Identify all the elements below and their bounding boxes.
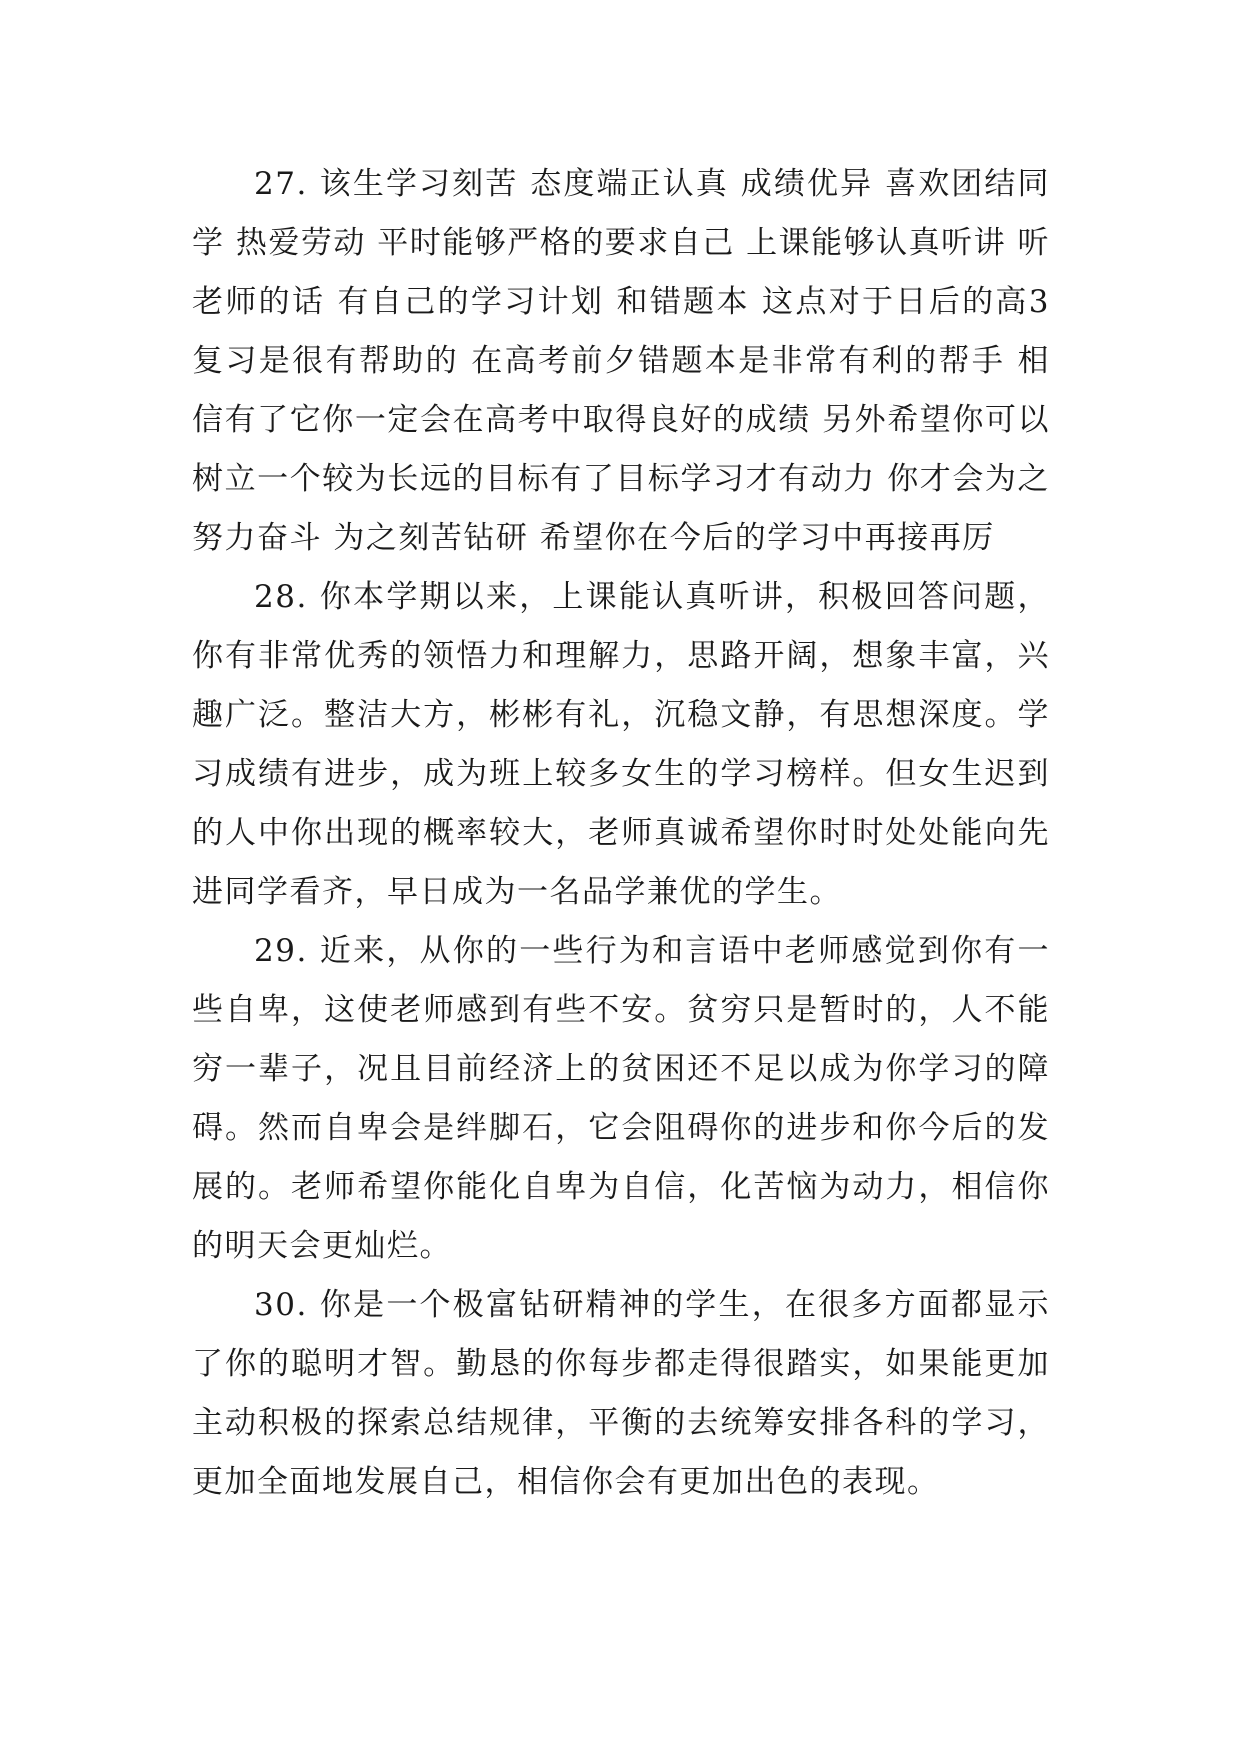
document-body — [192, 155, 1050, 1512]
paragraph-28: 28. 你本学期以来，上课能认真听讲，积极回答问题，你有非常优秀的领悟力和理解力，思路开阔，想象丰富，兴趣广泛。整洁大方，彬彬有礼，沉稳文静，有思想深度。学习成绩有进步，成为班上较多女生的学习榜样。但女生迟到的人中你出现的概率较大，老师真诚希望你时时处处能向先进同学看齐，早日成为一名品学兼优的学生。 — [192, 579, 1050, 910]
paragraph-29: 29. 近来，从你的一些行为和言语中老师感觉到你有一些自卑，这使老师感到有些不安。贫穷只是暂时的，人不能穷一辈子，况且目前经济上的贫困还不足以成为你学习的障碍。然而自卑会是绊脚石，它会阻碍你的进步和你今后的发展的。老师希望你能化自卑为自信，化苦恼为动力，相信你的明天会更灿烂。 — [192, 933, 1050, 1264]
paragraph-30: 30. 你是一个极富钻研精神的学生，在很多方面都显示了你的聪明才智。勤恳的你每步都走得很踏实，如果能更加主动积极的探索总结规律，平衡的去统筹安排各科的学习，更加全面地发展自己，相信你会有更加出色的表现。 — [192, 1287, 1050, 1500]
paragraph-27: 27. 该生学习刻苦 态度端正认真 成绩优异 喜欢团结同学 热爱劳动 平时能够严格的要求自己 上课能够认真听讲 听老师的话 有自己的学习计划 和错题本 这点对于日后的高3复习是很有帮助的 在高考前夕错题本是非常有利的帮手 相信有了它你一定会在高考中取得良好的成绩 另外希望你可以树立一个较为长远的目标有了目标学习才有动力 你才会为之努力奋斗 为之刻苦钻研 希望你在今后的学习中再接再厉 — [192, 166, 1050, 556]
